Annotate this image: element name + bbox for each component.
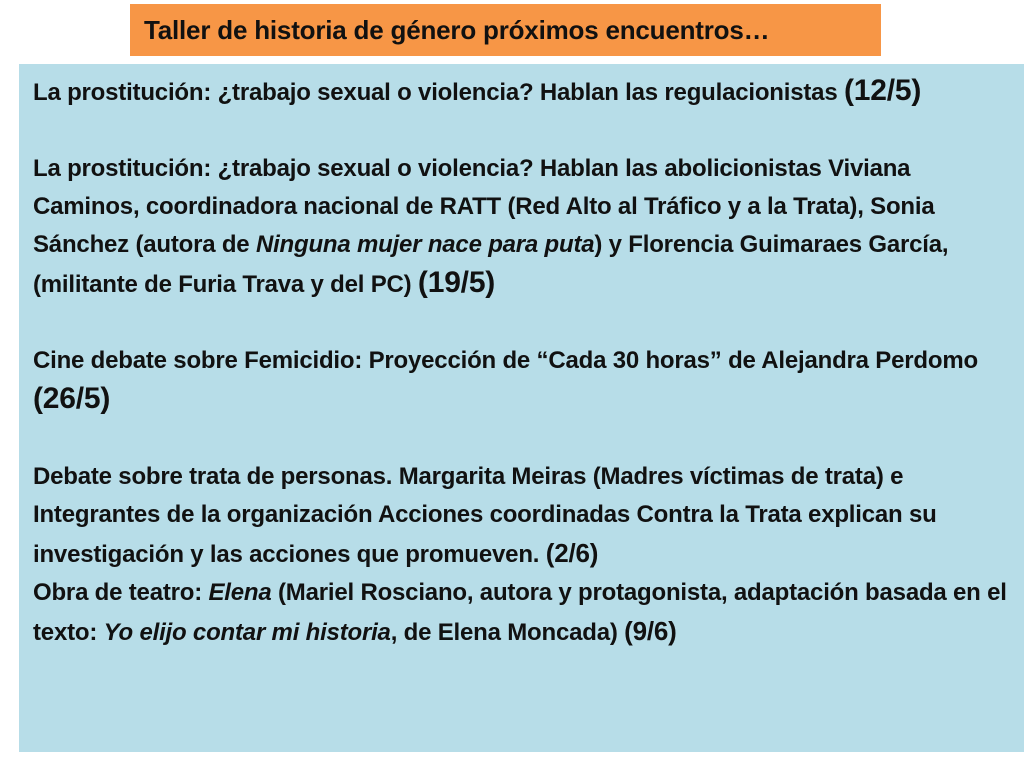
event-item <box>33 574 1014 652</box>
event-date: (9/6) <box>624 616 677 646</box>
event-text: Debate sobre trata de personas. Margarita Meiras (Madres víctimas de trata) e Integrantes de la organización Acciones coordinadas Contra la Trata explican su investigación y las acciones que promueven. <box>33 463 937 568</box>
spacer <box>33 304 1014 342</box>
event-item <box>33 72 1014 112</box>
event-text: Obra de teatro: <box>33 579 209 606</box>
event-text: (Mariel Rosciano, autora y protagonista, adaptación basada en el texto: <box>33 579 1007 646</box>
event-item <box>33 458 1014 574</box>
event-text: ) y Florencia Guimaraes García, (militante de Furia Trava y del PC) <box>33 231 949 298</box>
spacer <box>33 112 1014 150</box>
event-date: (26/5) <box>33 382 111 415</box>
source-text-title: Yo elijo contar mi historia <box>103 619 391 646</box>
event-item <box>33 342 1014 420</box>
page-title: Taller de historia de género próximos encuentros… <box>144 14 770 45</box>
event-text: La prostitución: ¿trabajo sexual o violencia? Hablan las abolicionistas Viviana Caminos, coordinadora nacional de RATT (Red Alto al Tráfico y a la Trata), Sonia Sánchez (autora de <box>33 155 935 258</box>
event-date: (2/6) <box>545 538 599 568</box>
event-date: (19/5) <box>417 266 496 299</box>
event-text: Cine debate sobre Femicidio: Proyección de “Cada 30 horas” de Alejandra Perdomo <box>33 347 978 374</box>
book-title: Ninguna mujer nace para puta <box>255 231 595 258</box>
event-text: La prostitución: ¿trabajo sexual o violencia? Hablan las regulacionistas <box>33 79 838 106</box>
event-item <box>33 150 1014 304</box>
event-date: (12/5) <box>843 74 922 107</box>
event-text: , de Elena Moncada) <box>390 619 625 646</box>
events-panel <box>19 64 1024 752</box>
play-title: Elena <box>208 579 272 606</box>
spacer <box>33 420 1014 458</box>
title-banner <box>130 4 881 56</box>
